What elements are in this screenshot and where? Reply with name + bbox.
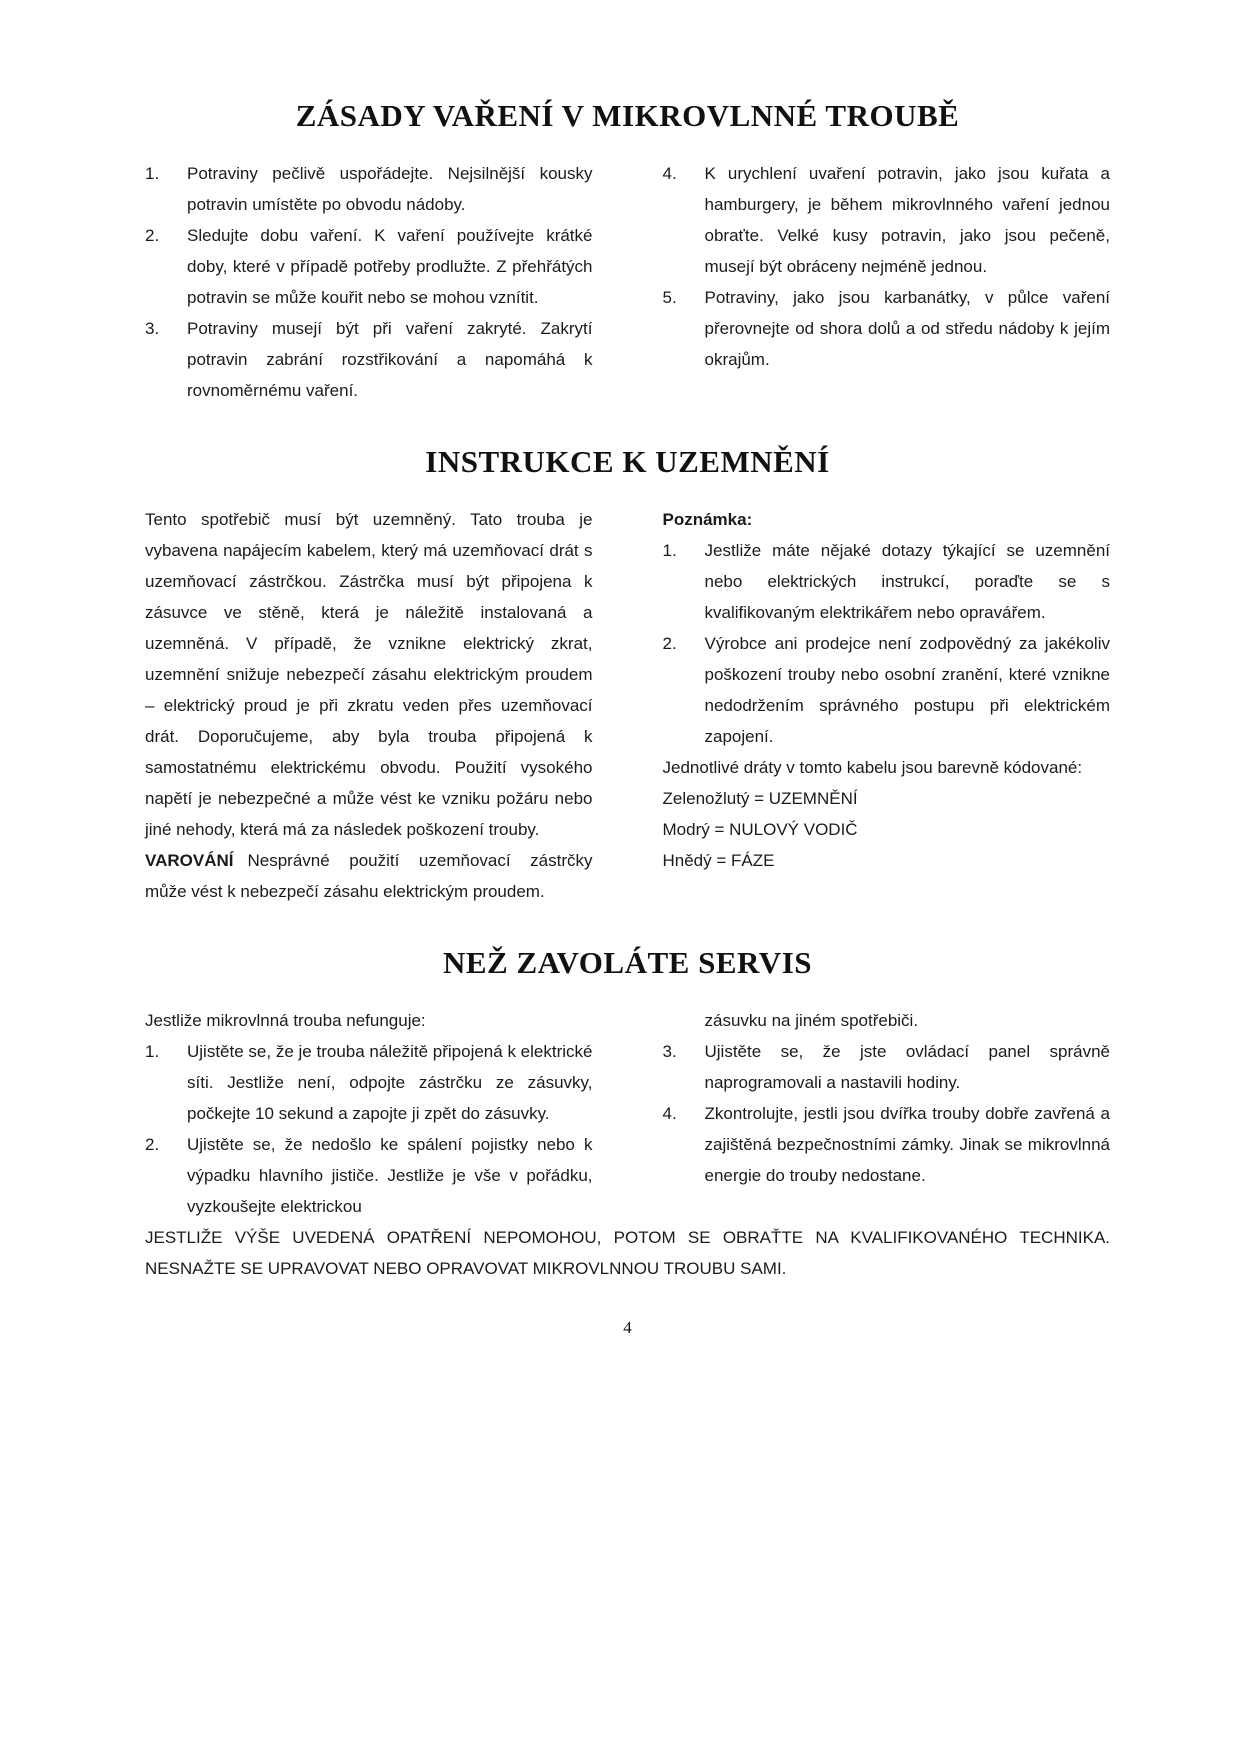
section-service-columns xyxy=(145,1005,1110,1222)
wire-color-ground: Zelenožlutý = UZEMNĚNÍ xyxy=(662,789,858,808)
list-item-text: Potraviny, jako jsou karbanátky, v půlce vaření přerovnejte od shora dolů a od středu nádoby k jejím okrajům. xyxy=(704,288,1110,369)
list-item xyxy=(145,313,593,406)
list-item-number: 2. xyxy=(145,226,160,245)
page-number: 4 xyxy=(623,1318,632,1337)
list-item-text: Potraviny musejí být při vaření zakryté. Zakrytí potravin zabrání rozstřikování a napomáhá k rovnoměrnému vaření. xyxy=(187,319,593,400)
section-cooking-columns xyxy=(145,158,1110,406)
list-item xyxy=(145,1036,593,1129)
list-item xyxy=(663,535,1111,628)
list-item-number: 5. xyxy=(662,288,677,307)
list-item-text: Sledujte dobu vaření. K vaření používejte krátké doby, které v případě potřeby prodlužte. Z přehřátých potravin se může kouřit nebo se mohou vznítit. xyxy=(187,226,593,307)
wire-color-neutral: Modrý = NULOVÝ VODIČ xyxy=(662,820,858,839)
cooking-left-column xyxy=(145,158,593,406)
section-title-before-calling-service: NEŽ ZAVOLÁTE SERVIS xyxy=(442,945,812,980)
list-item xyxy=(145,1129,593,1222)
cooking-right-column xyxy=(663,158,1111,406)
list-item-number: 2. xyxy=(145,1135,160,1154)
continuation-line xyxy=(663,1005,1111,1036)
list-item-text: K urychlení uvaření potravin, jako jsou kuřata a hamburgery, je během mikrovlnného vaření jednou obraťte. Velké kusy potravin, jako jsou pečeně, musejí být obráceny nejméně jednou. xyxy=(704,164,1110,276)
list-item-number: 2. xyxy=(662,634,677,653)
list-item xyxy=(145,158,593,220)
note-label: Poznámka: xyxy=(662,510,753,529)
service-intro: Jestliže mikrovlnná trouba nefunguje: xyxy=(145,1011,426,1030)
grounding-right-column xyxy=(663,504,1111,907)
service-left-column xyxy=(145,1005,593,1222)
list-item-number: 1. xyxy=(145,1042,160,1061)
list-item xyxy=(663,1036,1111,1098)
list-item-number: 1. xyxy=(145,164,160,183)
section-title-grounding-instructions: INSTRUKCE K UZEMNĚNÍ xyxy=(425,444,830,479)
list-item-number: 4. xyxy=(662,1104,677,1123)
list-item xyxy=(663,158,1111,282)
continuation-spacer xyxy=(663,1005,705,1036)
list-item xyxy=(663,628,1111,752)
list-item xyxy=(663,1098,1111,1191)
list-item-number: 3. xyxy=(662,1042,677,1061)
warning-label: VAROVÁNÍ xyxy=(145,851,234,870)
grounding-paragraph: Tento spotřebič musí být uzemněný. Tato trouba je vybavena napájecím kabelem, který má uzemňovací drát s uzemňovací zástrčkou. Zástrčka musí být připojena k zásuvce ve stěně, která je náležitě instalovaná a uzemněná. V případě, že vznikne elektrický zkrat, uzemnění snižuje nebezpečí zásahu elektrickým proudem – elektrický proud je při zkratu veden přes uzemňovací drát. Doporučujeme, aby byla trouba připojená k samostatnému elektrickému obvodu. Použití vysokého napětí je nebezpečné a může vést ke vzniku požáru nebo jiné nehody, která má za následek poškození trouby. xyxy=(145,510,593,839)
section-grounding-columns xyxy=(145,504,1110,907)
list-item-text: Ujistěte se, že jste ovládací panel správně naprogramovali a nastavili hodiny. xyxy=(704,1042,1110,1092)
warning-text: Nesprávné použití uzemňovací zástrčky může vést k nebezpečí zásahu elektrickým proudem. xyxy=(145,851,593,901)
list-item-number: 3. xyxy=(145,319,160,338)
service-right-column xyxy=(663,1005,1111,1222)
service-footer-warning: JESTLIŽE VÝŠE UVEDENÁ OPATŘENÍ NEPOMOHOU, POTOM SE OBRAŤTE NA KVALIFIKOVANÉHO TECHNIKA. NESNAŽTE SE UPRAVOVAT NEBO OPRAVOVAT MIKROVLNNOU TROUBU SAMI. xyxy=(145,1228,1110,1278)
wire-color-live: Hnědý = FÁZE xyxy=(662,851,775,870)
warning-paragraph xyxy=(145,845,593,907)
list-item-text: Výrobce ani prodejce není zodpovědný za jakékoliv poškození trouby nebo osobní zranění, které vznikne nedodržením správného postupu při elektrickém zapojení. xyxy=(704,634,1110,746)
list-item-text: Ujistěte se, že je trouba náležitě připojená k elektrické síti. Jestliže není, odpojte zástrčku ze zásuvky, počkejte 10 sekund a zapojte ji zpět do zásuvky. xyxy=(187,1042,593,1123)
section-title-cooking-principles: ZÁSADY VAŘENÍ V MIKROVLNNÉ TROUBĚ xyxy=(295,98,960,133)
list-item-text: Ujistěte se, že nedošlo ke spálení pojistky nebo k výpadku hlavního jističe. Jestliže je vše v pořádku, vyzkoušejte elektrickou xyxy=(187,1135,593,1216)
list-item-text: Zkontrolujte, jestli jsou dvířka trouby dobře zavřená a zajištěná bezpečnostními zámky. Jinak se mikrovlnná energie do trouby nedostane. xyxy=(704,1104,1110,1185)
grounding-left-column xyxy=(145,504,593,907)
list-item xyxy=(663,282,1111,375)
list-item-number: 4. xyxy=(662,164,677,183)
wire-color-intro: Jednotlivé dráty v tomto kabelu jsou barevně kódované: xyxy=(662,758,1083,777)
continuation-text: zásuvku na jiném spotřebiči. xyxy=(704,1011,919,1030)
list-item-number: 1. xyxy=(662,541,677,560)
list-item-text: Potraviny pečlivě uspořádejte. Nejsilnější kousky potravin umístěte po obvodu nádoby. xyxy=(187,164,593,214)
list-item-text: Jestliže máte nějaké dotazy týkající se uzemnění nebo elektrických instrukcí, poraďte se s kvalifikovaným elektrikářem nebo opravářem. xyxy=(704,541,1110,622)
list-item xyxy=(145,220,593,313)
